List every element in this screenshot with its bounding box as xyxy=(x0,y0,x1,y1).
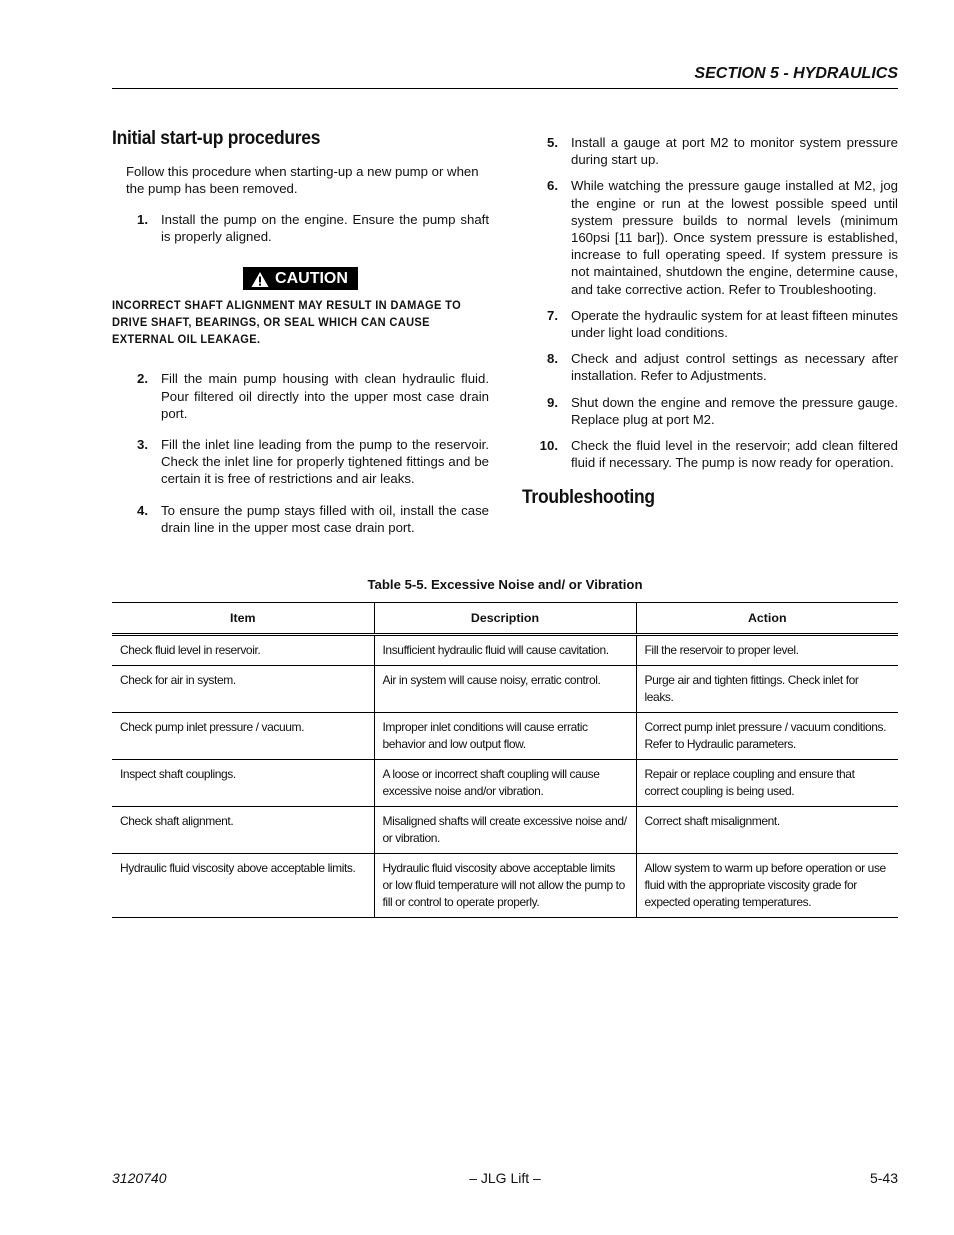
right-column xyxy=(522,134,898,507)
step-text: Install the pump on the engine. Ensure the pump shaft is properly aligned. xyxy=(161,211,489,244)
step-number: 6. xyxy=(547,178,558,194)
description-cell: Improper inlet conditions will cause erratic behavior and low output flow. xyxy=(374,713,636,760)
step-number: 3. xyxy=(137,436,148,452)
item-cell: Inspect shaft couplings. xyxy=(112,760,374,807)
startup-heading: Initial start-up procedures xyxy=(112,128,321,149)
item-cell: Check shaft alignment. xyxy=(112,807,374,854)
item-cell: Hydraulic fluid viscosity above acceptable limits. xyxy=(112,854,374,918)
caution-label-box xyxy=(243,267,358,290)
table-row xyxy=(112,854,898,918)
step-item xyxy=(112,211,489,245)
action-cell: Correct pump inlet pressure / vacuum conditions. Refer to Hydraulic parameters. xyxy=(636,713,898,760)
action-cell: Repair or replace coupling and ensure that correct coupling is being used. xyxy=(636,760,898,807)
step-number: 1. xyxy=(137,211,148,227)
section-header xyxy=(112,62,898,89)
footer-brand: – JLG Lift – xyxy=(469,1170,541,1186)
description-cell: Misaligned shafts will create excessive noise and/ or vibration. xyxy=(374,807,636,854)
step-text: Install a gauge at port M2 to monitor system pressure during start up. xyxy=(571,135,898,168)
step-number: 8. xyxy=(547,351,558,367)
item-cell: Check fluid level in reservoir. xyxy=(112,635,374,666)
step-item xyxy=(112,436,489,488)
step-item xyxy=(522,134,898,168)
table-row xyxy=(112,666,898,713)
step-item xyxy=(112,370,489,422)
noise-vibration-table xyxy=(112,602,898,918)
startup-intro: Follow this procedure when starting-up a new pump or when the pump has been removed. xyxy=(126,164,479,197)
description-cell: Hydraulic fluid viscosity above acceptable limits or low fluid temperature will not allow the pump to fill or control to operate properly. xyxy=(374,854,636,918)
step-number: 7. xyxy=(547,307,558,323)
table-row xyxy=(112,807,898,854)
step-item xyxy=(522,350,898,384)
action-cell: Purge air and tighten fittings. Check inlet for leaks. xyxy=(636,666,898,713)
warning-triangle-icon xyxy=(251,271,269,288)
action-cell: Correct shaft misalignment. xyxy=(636,807,898,854)
column-header-description: Description xyxy=(374,603,636,635)
action-cell: Allow system to warm up before operation or use fluid with the appropriate viscosity grade for expected operating temperatures. xyxy=(636,854,898,918)
column-header-action: Action xyxy=(636,603,898,635)
step-list-right xyxy=(522,134,898,471)
step-number: 10. xyxy=(539,438,558,454)
table-row xyxy=(112,760,898,807)
step-number: 2. xyxy=(137,371,148,387)
table-row xyxy=(112,713,898,760)
step-number: 4. xyxy=(137,502,148,518)
description-cell: A loose or incorrect shaft coupling will cause excessive noise and/or vibration. xyxy=(374,760,636,807)
step-text: Shut down the engine and remove the pressure gauge. Replace plug at port M2. xyxy=(571,394,898,427)
left-column xyxy=(112,130,489,536)
troubleshooting-heading: Troubleshooting xyxy=(522,487,655,509)
step-number: 9. xyxy=(547,394,558,410)
item-cell: Check for air in system. xyxy=(112,666,374,713)
column-header-item: Item xyxy=(112,603,374,635)
action-cell: Fill the reservoir to proper level. xyxy=(636,635,898,666)
document-number: 3120740 xyxy=(112,1170,167,1186)
step-text: Fill the main pump housing with clean hydraulic fluid. Pour filtered oil directly into the upper most case drain port. xyxy=(161,371,489,421)
item-cell: Check pump inlet pressure / vacuum. xyxy=(112,713,374,760)
step-item xyxy=(522,307,898,341)
page-number: 5-43 xyxy=(869,1170,898,1186)
step-text: Check and adjust control settings as necessary after installation. Refer to Adjustments. xyxy=(571,351,898,384)
step-item xyxy=(112,502,489,536)
section-title: SECTION 5 - HYDRAULICS xyxy=(694,65,898,82)
table-caption: Table 5-5. Excessive Noise and/ or Vibration xyxy=(367,577,643,592)
step-list-left xyxy=(112,370,489,536)
caution-label: CAUTION xyxy=(275,270,348,288)
table-row xyxy=(112,635,898,666)
step-text: Operate the hydraulic system for at least fifteen minutes under light load conditions. xyxy=(571,307,898,341)
table-header-row xyxy=(112,603,898,635)
step-text: Check the fluid level in the reservoir; add clean filtered fluid if necessary. The pump is now ready for operation. xyxy=(571,438,898,471)
description-cell: Insufficient hydraulic fluid will cause cavitation. xyxy=(374,635,636,666)
step-list-first xyxy=(112,211,489,245)
caution-banner xyxy=(112,267,489,292)
step-item xyxy=(522,177,898,297)
description-cell: Air in system will cause noisy, erratic control. xyxy=(374,666,636,713)
step-item xyxy=(522,437,898,471)
step-text: To ensure the pump stays filled with oil, install the case drain line in the upper most case drain port. xyxy=(161,502,489,535)
step-number: 5. xyxy=(547,135,558,150)
step-text: Fill the inlet line leading from the pump to the reservoir. Check the inlet line for properly tightened fittings and be certain it is free of restrictions and air leaks. xyxy=(161,436,489,487)
step-item xyxy=(522,394,898,428)
step-text: While watching the pressure gauge installed at M2, jog the engine or run at the lowest possible speed until system pressure builds to normal levels (minimum 160psi [11 bar]). Once system pressure is established, increase to full operating speed. If system pressure is not maintained, shutdown the engine, determine cause, and take corrective action. Refer to Troubleshooting. xyxy=(571,178,898,297)
caution-message: INCORRECT SHAFT ALIGNMENT MAY RESULT IN DAMAGE TO DRIVE SHAFT, BEARINGS, OR SEAL WHICH CAN CAUSE EXTERNAL OIL LEAKAGE. xyxy=(112,297,462,347)
